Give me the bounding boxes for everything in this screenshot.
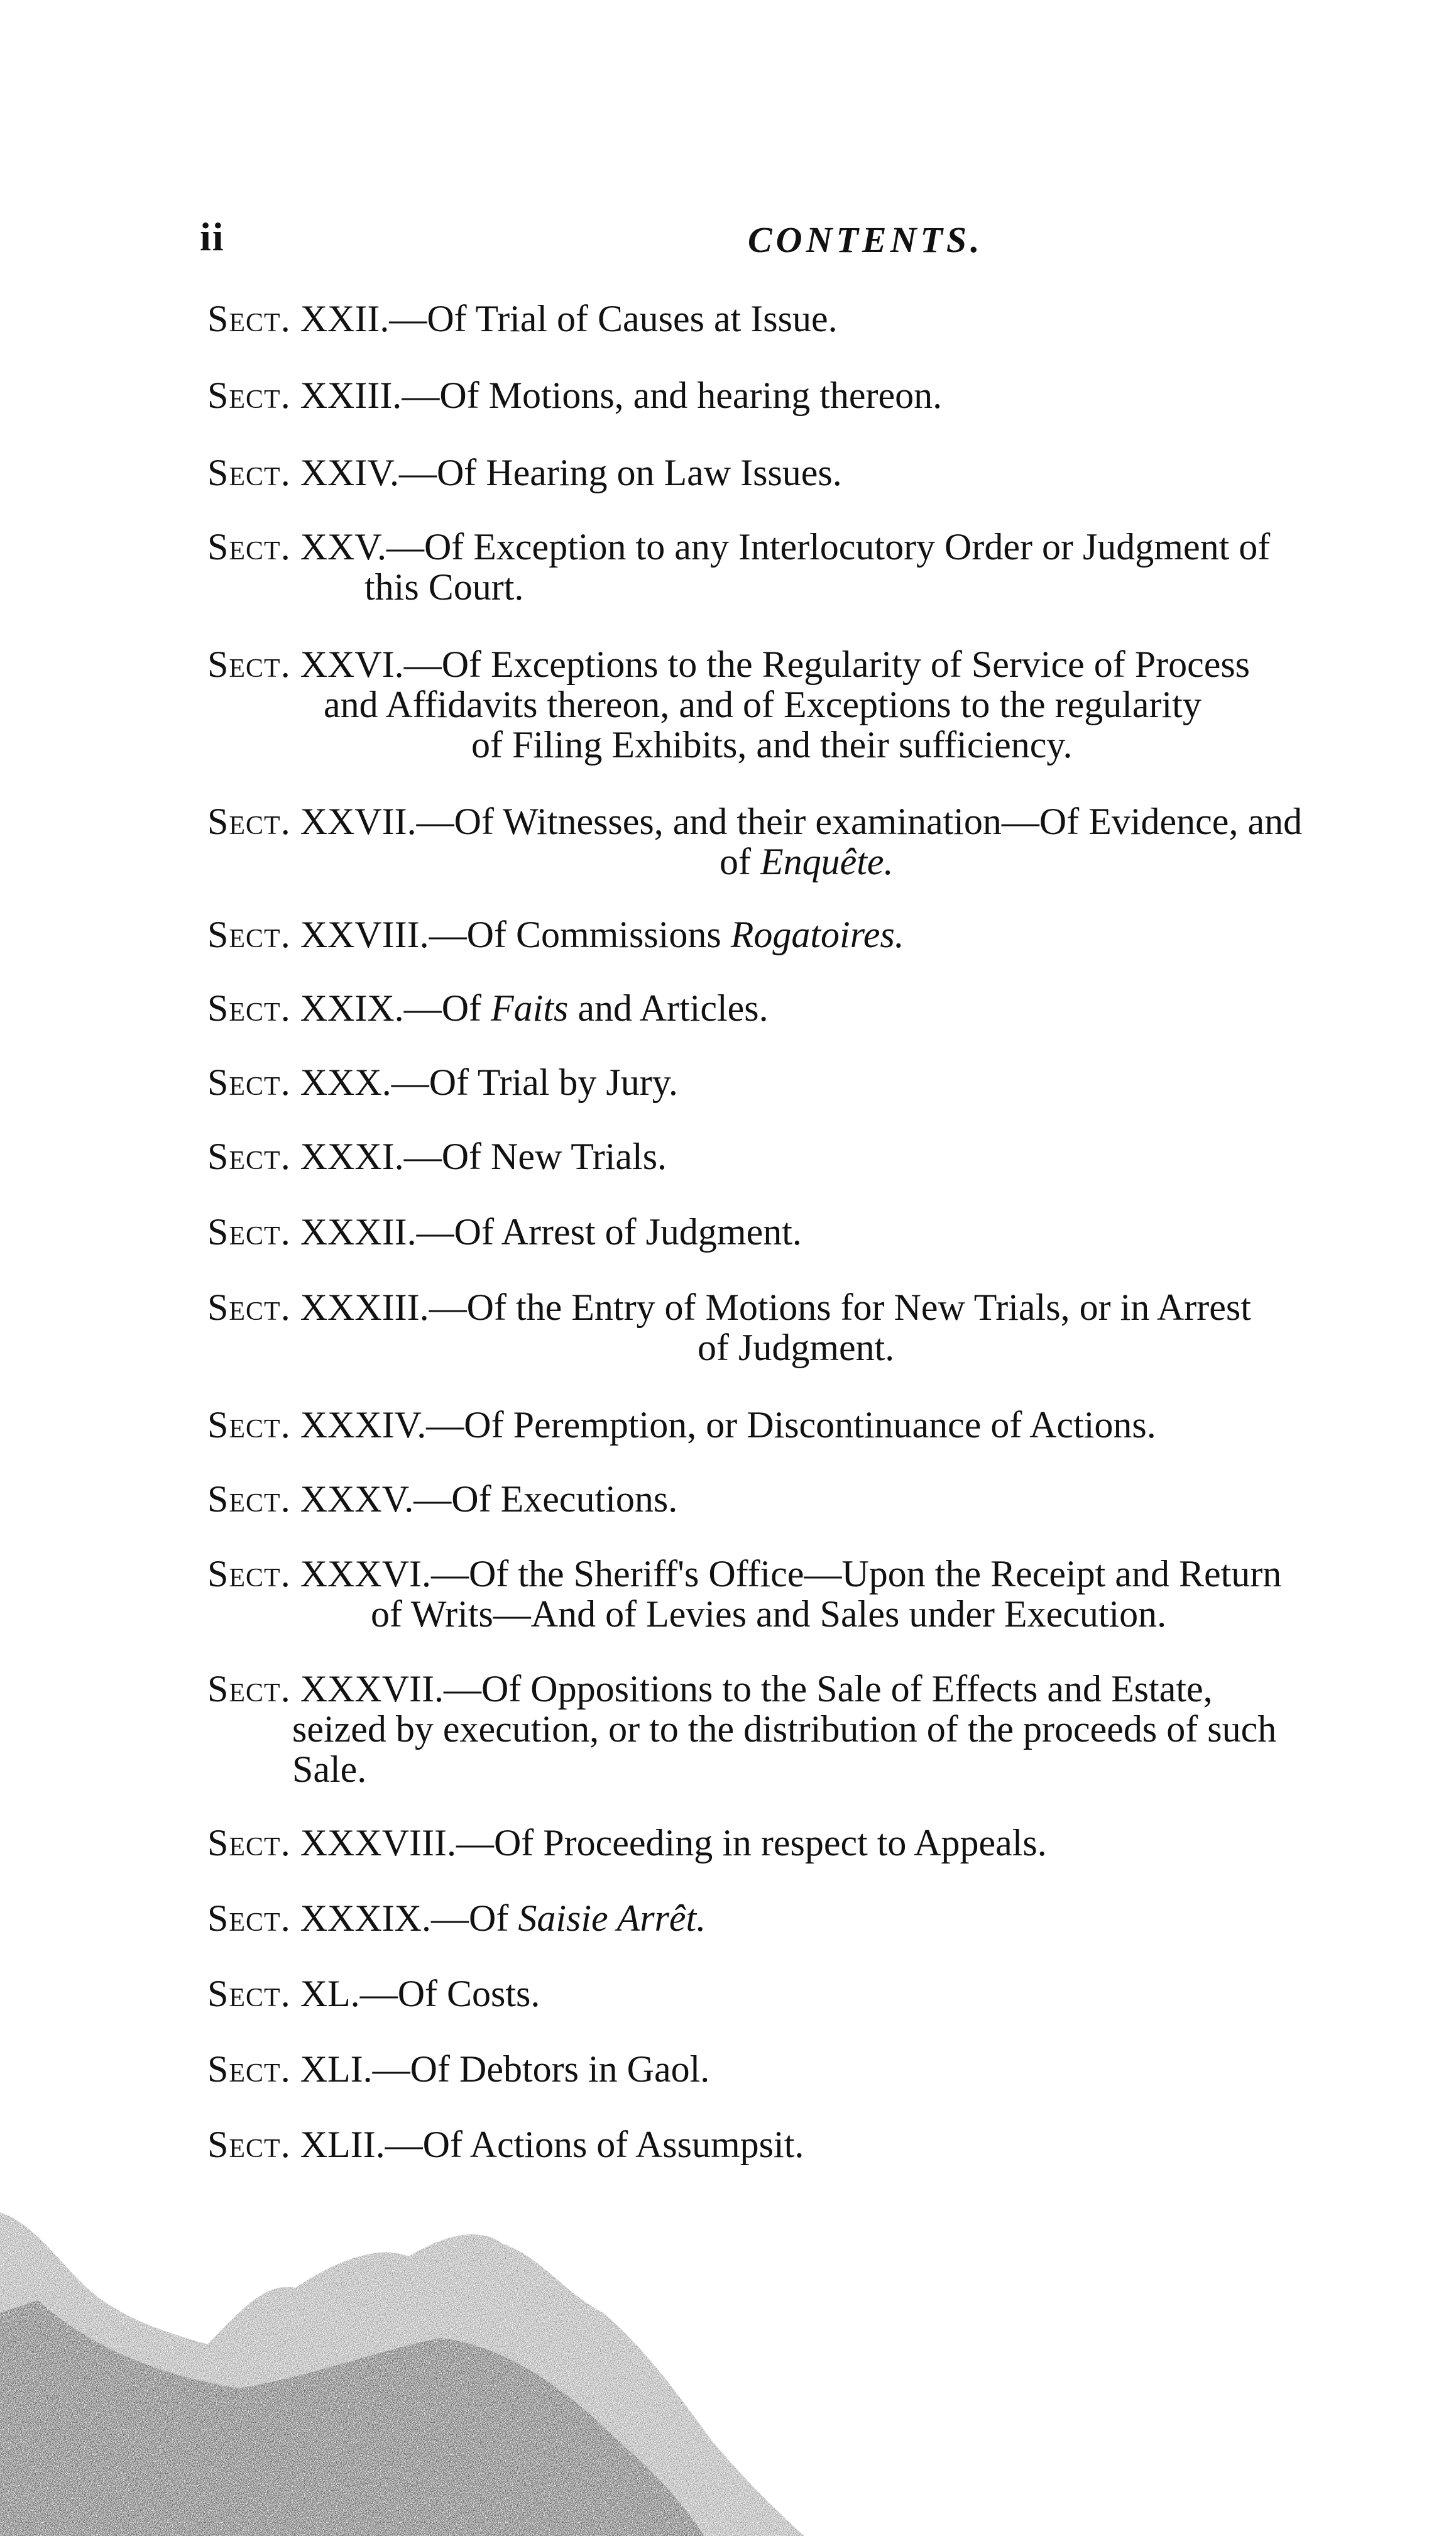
section-numeral: XXXVI. [300,1553,432,1595]
section-numeral: XXVI. [300,644,404,685]
section-numeral: XXXI. [300,1136,404,1177]
section-title-continuation: Sale. [292,1748,367,1790]
section-numeral: XXXIII. [300,1287,429,1328]
section-label: Sect. [207,2124,291,2165]
section-numeral: XXIX. [300,987,404,1029]
contents-entry [207,453,1426,493]
section-title-italic: Faits [491,987,569,1029]
section-title: —Of [403,987,491,1029]
section-numeral: XXX. [300,1062,391,1103]
section-title-continuation: of Filing Exhibits, and their sufficiency. [471,724,1073,766]
contents-entry [207,801,1426,882]
section-label: Sect. [207,987,291,1029]
section-label: Sect. [207,452,291,493]
section-numeral: XXVIII. [300,914,429,955]
section-title-continuation: of [720,841,760,882]
section-label: Sect. [207,1668,291,1710]
section-title: —Of Hearing on Law Issues. [398,452,842,493]
section-label: Sect. [207,644,291,685]
section-title: —Of Proceeding in respect to Appeals. [456,1822,1047,1864]
section-label: Sect. [207,801,291,842]
section-label: Sect. [207,1287,291,1328]
section-label: Sect. [207,1897,291,1939]
section-label: Sect. [207,1973,291,2014]
section-label: Sect. [207,2048,291,2090]
section-numeral: XXXV. [300,1478,414,1520]
section-title: —Of the Entry of Motions for New Trials, or in Arrest [429,1287,1251,1328]
section-title: —Of Motions, and hearing thereon. [402,375,943,416]
page-number: ii [200,214,225,259]
section-title-continuation: seized by execution, or to the distribution of the proceeds of such [292,1708,1277,1750]
section-title: —Of Trial of Causes at Issue. [389,298,838,339]
section-label: Sect. [207,1211,291,1253]
section-label: Sect. [207,1822,291,1864]
contents-entry [207,1823,1426,1863]
contents-entry [207,1287,1426,1368]
section-numeral: XLI. [300,2048,373,2090]
section-numeral: XXXIX. [300,1897,432,1939]
contents-entry [207,375,1426,415]
contents-entry [207,527,1426,607]
section-title-italic: Rogatoires. [730,914,904,955]
contents-entry [207,1405,1426,1445]
section-title-continuation: of Judgment. [698,1327,895,1368]
contents-entry [207,988,1426,1028]
section-label: Sect. [207,1136,291,1177]
section-title: —Of Exception to any Interlocutory Order or Judgment of [386,526,1271,568]
contents-entry [207,1898,1426,1938]
section-title: —Of Debtors in Gaol. [372,2048,710,2090]
section-label: Sect. [207,1478,291,1520]
contents-entry [207,1554,1426,1634]
ink-stain [0,2187,817,2536]
contents-entry [207,1479,1426,1519]
contents-entry [207,2124,1426,2165]
section-label: Sect. [207,298,291,339]
section-title: —Of New Trials. [403,1136,667,1177]
section-title: —Of Executions. [413,1478,678,1520]
section-title-continuation: of Writs—And of Levies and Sales under Execution. [371,1593,1167,1635]
section-label: Sect. [207,1062,291,1103]
section-numeral: XLII. [300,2124,385,2165]
section-label: Sect. [207,1404,291,1446]
contents-entry [207,644,1426,765]
section-title-italic: Saisie Arrêt. [518,1897,706,1939]
contents-entry [207,299,1426,339]
section-title: —Of Exceptions to the Regularity of Service of Process [403,644,1251,685]
contents-entry [207,1669,1426,1789]
section-numeral: XXIV. [300,452,399,493]
section-numeral: XXXIV. [300,1404,427,1446]
contents-entry [207,2049,1426,2089]
section-numeral: XL. [300,1973,360,2014]
section-title: —Of Oppositions to the Sale of Effects and Estate, [443,1668,1213,1710]
running-title: CONTENTS. [748,219,983,260]
section-numeral: XXXVII. [300,1668,444,1710]
section-numeral: XXXII. [300,1211,417,1253]
section-label: Sect. [207,914,291,955]
section-numeral: XXVII. [300,801,417,842]
contents-entry [207,1136,1426,1177]
section-numeral: XXXVIII. [300,1822,456,1864]
contents-entry [207,914,1426,955]
contents-entry [207,1212,1426,1252]
section-title: —Of Commissions [429,914,731,955]
section-title: —Of the Sheriff's Office—Upon the Receipt and Return [431,1553,1282,1595]
section-title: —Of Peremption, or Discontinuance of Actions. [426,1404,1156,1446]
section-title: —Of Actions of Assumpsit. [385,2124,804,2165]
section-title: —Of Arrest of Judgment. [416,1211,802,1253]
section-title-tail: and Articles. [568,987,769,1029]
section-label: Sect. [207,1553,291,1595]
section-title-continuation: and Affidavits thereon, and of Exceptions to the regularity [324,684,1201,725]
contents-entry [207,1973,1426,2014]
section-title: —Of Witnesses, and their examination—Of Evidence, and [416,801,1303,842]
section-title: —Of [431,1897,518,1939]
section-numeral: XXII. [300,298,390,339]
section-title: —Of Costs. [359,1973,540,2014]
contents-entry [207,1062,1426,1102]
section-title-continuation: this Court. [364,566,524,608]
section-numeral: XXV. [300,526,386,568]
section-title: —Of Trial by Jury. [391,1062,678,1103]
section-label: Sect. [207,375,291,416]
section-numeral: XXIII. [300,375,402,416]
section-label: Sect. [207,526,291,568]
section-title-italic: Enquête. [760,841,894,882]
